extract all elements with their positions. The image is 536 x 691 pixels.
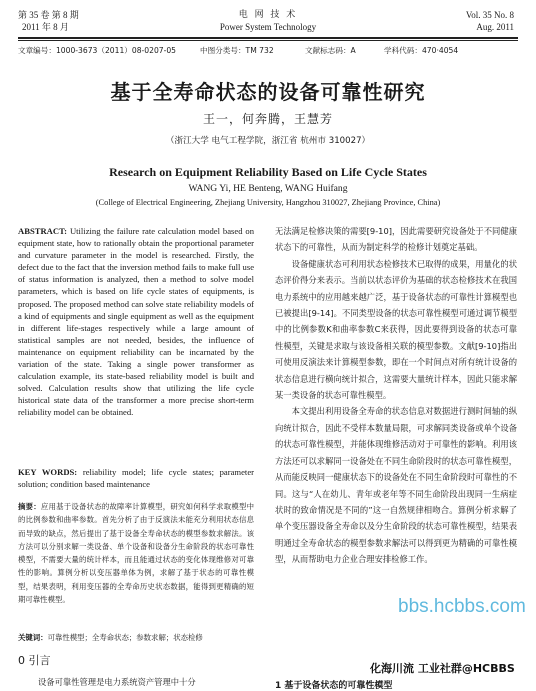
section-0-heading: 0 引言 [18,654,51,667]
clc-number: 中图分类号：TM 732 [200,46,274,55]
watermark-forum: 化海川流 工业社群@HCBBS [370,662,515,675]
article-number: 文章编号：1000-3673（2011）08-0207-05 [18,46,177,55]
abstract-en [18,225,254,419]
abstract-en-label: ABSTRACT: [18,226,68,236]
right-paragraph-3: 本文提出利用设备全寿命的状态信息对数据进行测时间轴的纵向统计拟合，因此不受样本数量局限，可求解同类设备或单个设备的状态可靠性模型，并能体现维修活动对于可靠性的影响。利用该方法还可以求解同一设备处在不同生命阶段时的状态可靠性模型，从而能反映同一健康状态下的设备处在不同生命阶段时可靠性的不同。这与“人在幼儿、青年或老年等不同生命阶段出现同一生病症状时的致命情况是不同的”这一自然规律相吻合。算例分析求解了单个变压器设备全寿命以及分生命阶段的状态可靠性模型，结果表明通过全寿命状态的模型参数求解法可以得到更为精确的可靠性模型，从而帮助电力企业合理安排检修工作。 [275,406,517,565]
issue-date: 2011 年 8 月 [22,22,69,32]
right-paragraph-1: 无法满足检修决策的需要[9-10]，因此需要研究设备处于不同健康状态下的可靠性，从而为制定科学的检修计划奠定基础。 [275,226,517,253]
volume-issue: 第 35 卷 第 8 期 [18,10,79,20]
document-code: 文献标志码：A [305,46,356,55]
right-paragraph-2: 设备健康状态可利用状态检修技术已取得的成果，用量化的状态评价得分来表示。当前以状态评价为基础的状态检修技术在我国电力系统中的应用越来越广泛，基于设备状态的可靠性计算模型也已被提出[9-14]。不同类型设备的状态可靠性模型可通过调节模型中的比例参数K和曲率参数C来获得，因此要得到设备的状态可靠性模型，关键是求取与该设备相关联的模型参数。文献[9-10]指出可使用反演法来计算模型参数，即在一个时间点对所有统计设备的状态信息进行横向统计拟合，这需要大量统计样本，因此只能求解某一类设备的状态可靠性模型。 [275,258,517,401]
abstract-cn-label: 摘要： [18,502,41,511]
watermark-site: bbs.hcbbs.com [398,596,526,617]
header-rule-thin [18,40,518,41]
journal-name-en: Power System Technology [219,22,317,32]
authors-cn: 王一，何奔腾，王慧芳 [202,112,333,126]
keywords-en-text: reliability model; life cycle states; parameter solution; condition based maintenance [18,467,254,490]
keywords-cn-text: 可靠性模型；全寿命状态；参数求解；状态检修 [47,633,203,642]
subject-code: 学科代码：470·4054 [384,46,459,55]
keywords-cn [18,631,254,644]
affiliation-en: (College of Electrical Engineering, Zhejiang University, Hangzhou 310027, Zhejiang Province, China) [95,198,441,207]
keywords-en [18,466,254,490]
issue-date-en: Aug. 2011 [476,22,514,32]
keywords-en-label: KEY WORDS: [18,467,78,477]
paper-title-cn: 基于全寿命状态的设备可靠性研究 [110,80,426,104]
header-rule [18,37,518,39]
abstract-en-text: Utilizing the failure rate calculation model based on equipment state, how to rationally obtain the proportional parameter and curvature parameter in the model is researched. Firstly, the defect due to the fact that the inversion method fails to make full use of status information is analyzed, then a method to solve model parameters, which is based on life cycle states of equipments, is proposed. The proposed method can solve state reliability models of a kind of equipments and single equipment as well as the equipment in different life-stages respectively while a large amount of statistical samples are not needed, besides, the influence of maintenance on equipment reliability can be incarnated by the variation of the state. Taking a single power transformer as calculation example, its state-based reliability model is built and solved. Calculation results show that utilizing the life cycle historical state data of the transformer a more precise short-term reliability model can be obtained. [18,226,255,418]
section-0-first-line: 设备可靠性管理是电力系统资产管理中十分 [38,677,196,687]
volume-number-en: Vol. 35 No. 8 [465,10,514,20]
affiliation-cn: （浙江大学 电气工程学院，浙江省 杭州市 310027） [165,136,371,146]
journal-name-cn: 电 网 技 术 [238,10,298,20]
abstract-cn [18,500,254,606]
right-column-body [275,223,517,568]
abstract-cn-text: 应用基于设备状态的故障率计算模型，研究如何科学求取模型中的比例参数和曲率参数。首先分析了由于反演法未能充分利用状态信息而导致的缺点，然后提出了基于设备全寿命状态的模型参数求解法。该方法可以分别求解一类设备、单个设备和设备分生命阶段的状态可靠性模型，不需要大量的统计样本，而且能通过状态的变化体现维修对可靠性的影响。算例分析以变压器单体为例，求解了基于状态的可靠性模型，结果表明，利用变压器的全寿命历史状态数据，能得到更精确的短期可靠性模型。 [18,502,254,605]
section-1-heading: 1 基于设备状态的可靠性模型 [275,681,393,691]
authors-en: WANG Yi, HE Benteng, WANG Huifang [188,183,348,194]
paper-title-en: Research on Equipment Reliability Based on Life Cycle States [109,165,427,179]
keywords-cn-label: 关键词： [18,633,48,642]
